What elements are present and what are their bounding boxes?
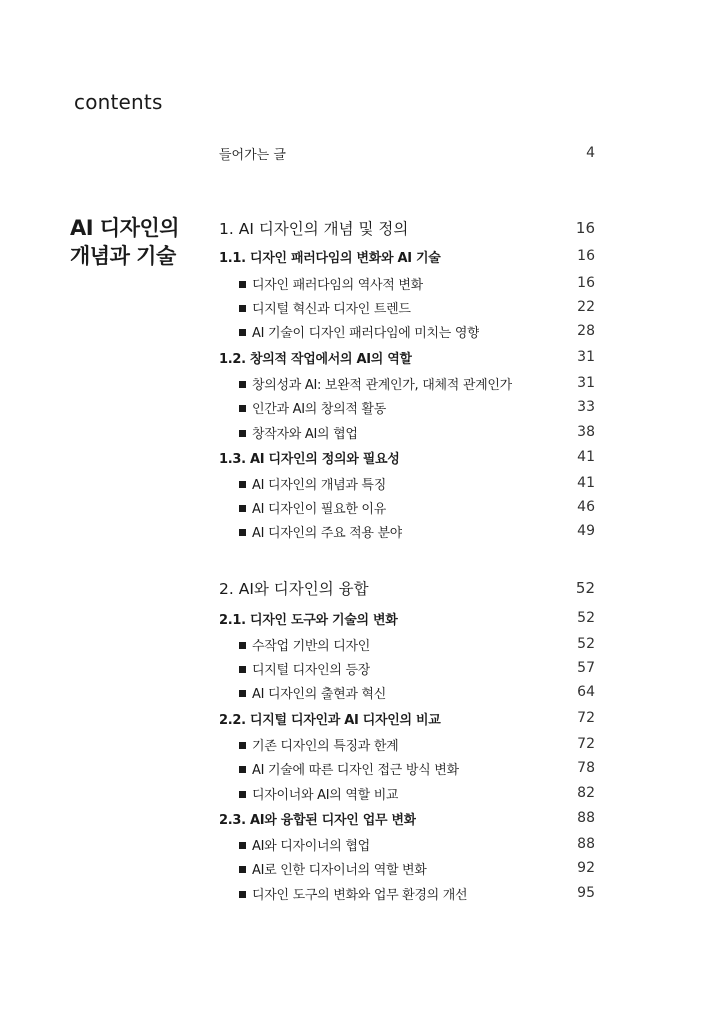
toc-page-number: 41 xyxy=(577,475,595,491)
toc-label-text: 1.1. 디자인 패러다임의 변화와 AI 기술 xyxy=(219,250,441,266)
square-bullet-icon xyxy=(239,842,246,849)
toc-label xyxy=(239,522,402,541)
toc-item[interactable] xyxy=(239,757,595,779)
toc-item[interactable] xyxy=(239,296,595,318)
toc-label xyxy=(239,759,459,778)
square-bullet-icon xyxy=(239,405,246,412)
toc-page-number: 88 xyxy=(577,810,595,826)
toc-label-text: 디자이너와 AI의 역할 비교 xyxy=(252,787,399,803)
toc-label-text: 인간과 AI의 창의적 활동 xyxy=(252,401,386,417)
toc-page-number: 41 xyxy=(577,449,595,465)
toc-section[interactable] xyxy=(219,245,595,267)
toc-item[interactable] xyxy=(239,396,595,418)
toc-label-text: AI 기술이 디자인 패러다임에 미치는 영향 xyxy=(252,325,480,341)
toc-label-text: AI로 인한 디자이너의 역할 변화 xyxy=(252,862,427,878)
toc-page-number: 38 xyxy=(577,424,595,440)
toc-label-text: AI 디자인의 출현과 혁신 xyxy=(252,686,386,702)
toc-item[interactable] xyxy=(239,472,595,494)
toc-item[interactable] xyxy=(239,681,595,703)
square-bullet-icon xyxy=(239,642,246,649)
toc-item[interactable] xyxy=(239,882,595,904)
toc-page-number: 31 xyxy=(577,375,595,391)
toc-label-text: 들어가는 글 xyxy=(219,147,286,163)
toc-label-text: 창작자와 AI의 협업 xyxy=(252,426,358,442)
part-title-line: AI 디자인의 xyxy=(70,216,180,240)
toc-label xyxy=(219,348,412,367)
square-bullet-icon xyxy=(239,690,246,697)
toc-label xyxy=(239,659,370,678)
part-title-line: 개념과 기술 xyxy=(70,244,176,268)
toc-label xyxy=(239,835,370,854)
toc-label xyxy=(219,709,441,728)
toc-label-text: 2.3. AI와 융합된 디자인 업무 변화 xyxy=(219,812,417,828)
toc-item[interactable] xyxy=(239,857,595,879)
toc-label xyxy=(219,577,369,599)
toc-page-number: 57 xyxy=(577,660,595,676)
square-bullet-icon xyxy=(239,505,246,512)
toc-page-number: 46 xyxy=(577,499,595,515)
square-bullet-icon xyxy=(239,481,246,488)
toc-page-number: 95 xyxy=(577,885,595,901)
toc-label-text: 2.2. 디지털 디자인과 AI 디자인의 비교 xyxy=(219,712,441,728)
toc-label-text: 1. AI 디자인의 개념 및 정의 xyxy=(219,220,409,238)
toc-label xyxy=(239,735,398,754)
toc-page-number: 4 xyxy=(586,145,595,161)
toc-label-text: 기존 디자인의 특징과 한계 xyxy=(252,738,399,754)
toc-page-number: 78 xyxy=(577,760,595,776)
square-bullet-icon xyxy=(239,891,246,898)
toc-label xyxy=(239,884,467,903)
square-bullet-icon xyxy=(239,281,246,288)
toc-item[interactable] xyxy=(239,782,595,804)
contents-heading: contents xyxy=(74,90,163,114)
toc-chapter[interactable] xyxy=(219,577,595,599)
toc-label-text: AI 디자인이 필요한 이유 xyxy=(252,501,386,517)
toc-label-text: 2.1. 디자인 도구와 기술의 변화 xyxy=(219,612,398,628)
toc-page-number: 64 xyxy=(577,684,595,700)
toc-label-text: 1.3. AI 디자인의 정의와 필요성 xyxy=(219,451,400,467)
square-bullet-icon xyxy=(239,329,246,336)
toc-section[interactable] xyxy=(219,446,595,468)
toc-item[interactable] xyxy=(239,272,595,294)
toc-page-number: 16 xyxy=(577,275,595,291)
toc-page-number: 52 xyxy=(575,579,595,597)
toc-label xyxy=(219,809,416,828)
toc-page-number: 16 xyxy=(575,219,595,237)
toc-label xyxy=(239,322,479,341)
toc-label xyxy=(239,374,512,393)
toc-page-number: 33 xyxy=(577,399,595,415)
toc-label-text: AI와 디자이너의 협업 xyxy=(252,838,370,854)
toc-label xyxy=(239,498,386,517)
toc-label xyxy=(239,474,386,493)
square-bullet-icon xyxy=(239,430,246,437)
toc-item[interactable] xyxy=(239,520,595,542)
toc-label-text: 디지털 디자인의 등장 xyxy=(252,662,370,678)
square-bullet-icon xyxy=(239,766,246,773)
toc-label-text: AI 기술에 따른 디자인 접근 방식 변화 xyxy=(252,762,459,778)
toc-page-number: 52 xyxy=(577,610,595,626)
toc-item[interactable] xyxy=(239,633,595,655)
toc-page-number: 82 xyxy=(577,785,595,801)
toc-label xyxy=(239,274,423,293)
toc-label xyxy=(219,247,441,266)
square-bullet-icon xyxy=(239,791,246,798)
toc-label xyxy=(219,609,398,628)
toc-page-number: 49 xyxy=(577,523,595,539)
square-bullet-icon xyxy=(239,742,246,749)
square-bullet-icon xyxy=(239,666,246,673)
toc-chapter[interactable] xyxy=(219,217,595,239)
toc-label-text: AI 디자인의 개념과 특징 xyxy=(252,477,386,493)
toc-section[interactable] xyxy=(219,707,595,729)
toc-intro[interactable] xyxy=(219,142,595,164)
toc-label xyxy=(239,784,398,803)
toc-section[interactable] xyxy=(219,807,595,829)
toc-page-number: 52 xyxy=(577,636,595,652)
toc-label xyxy=(239,398,386,417)
toc-item[interactable] xyxy=(239,833,595,855)
toc-page-number: 72 xyxy=(577,736,595,752)
toc-label-text: 2. AI와 디자인의 융합 xyxy=(219,580,369,598)
toc-label-text: 1.2. 창의적 작업에서의 AI의 역할 xyxy=(219,351,412,367)
toc-section[interactable] xyxy=(219,346,595,368)
toc-label xyxy=(239,635,370,654)
toc-page-number: 31 xyxy=(577,349,595,365)
toc-label xyxy=(219,448,400,467)
toc-section[interactable] xyxy=(219,607,595,629)
toc-label xyxy=(239,423,358,442)
toc-label-text: 디자인 패러다임의 역사적 변화 xyxy=(252,277,423,293)
toc-label xyxy=(219,217,408,239)
toc-page-number: 22 xyxy=(577,299,595,315)
toc-label xyxy=(239,859,427,878)
toc-item[interactable] xyxy=(239,496,595,518)
toc-page-number: 88 xyxy=(577,836,595,852)
square-bullet-icon xyxy=(239,866,246,873)
square-bullet-icon xyxy=(239,381,246,388)
toc-label-text: AI 디자인의 주요 적용 분야 xyxy=(252,525,403,541)
toc-label-text: 창의성과 AI: 보완적 관계인가, 대체적 관계인가 xyxy=(252,377,512,393)
toc-page-number: 72 xyxy=(577,710,595,726)
part-title xyxy=(70,214,210,270)
toc-item[interactable] xyxy=(239,320,595,342)
toc-item[interactable] xyxy=(239,733,595,755)
toc-page-number: 28 xyxy=(577,323,595,339)
toc-label-text: 수작업 기반의 디자인 xyxy=(252,638,370,654)
toc-label xyxy=(239,683,386,702)
toc-label xyxy=(239,298,411,317)
square-bullet-icon xyxy=(239,305,246,312)
toc-page-number: 92 xyxy=(577,860,595,876)
toc-item[interactable] xyxy=(239,421,595,443)
toc-page-number: 16 xyxy=(577,248,595,264)
toc-label-text: 디지털 혁신과 디자인 트렌드 xyxy=(252,301,411,317)
toc-label-text: 디자인 도구의 변화와 업무 환경의 개선 xyxy=(252,887,468,903)
toc-item[interactable] xyxy=(239,657,595,679)
square-bullet-icon xyxy=(239,529,246,536)
toc-label xyxy=(219,144,286,163)
toc-item[interactable] xyxy=(239,372,595,394)
